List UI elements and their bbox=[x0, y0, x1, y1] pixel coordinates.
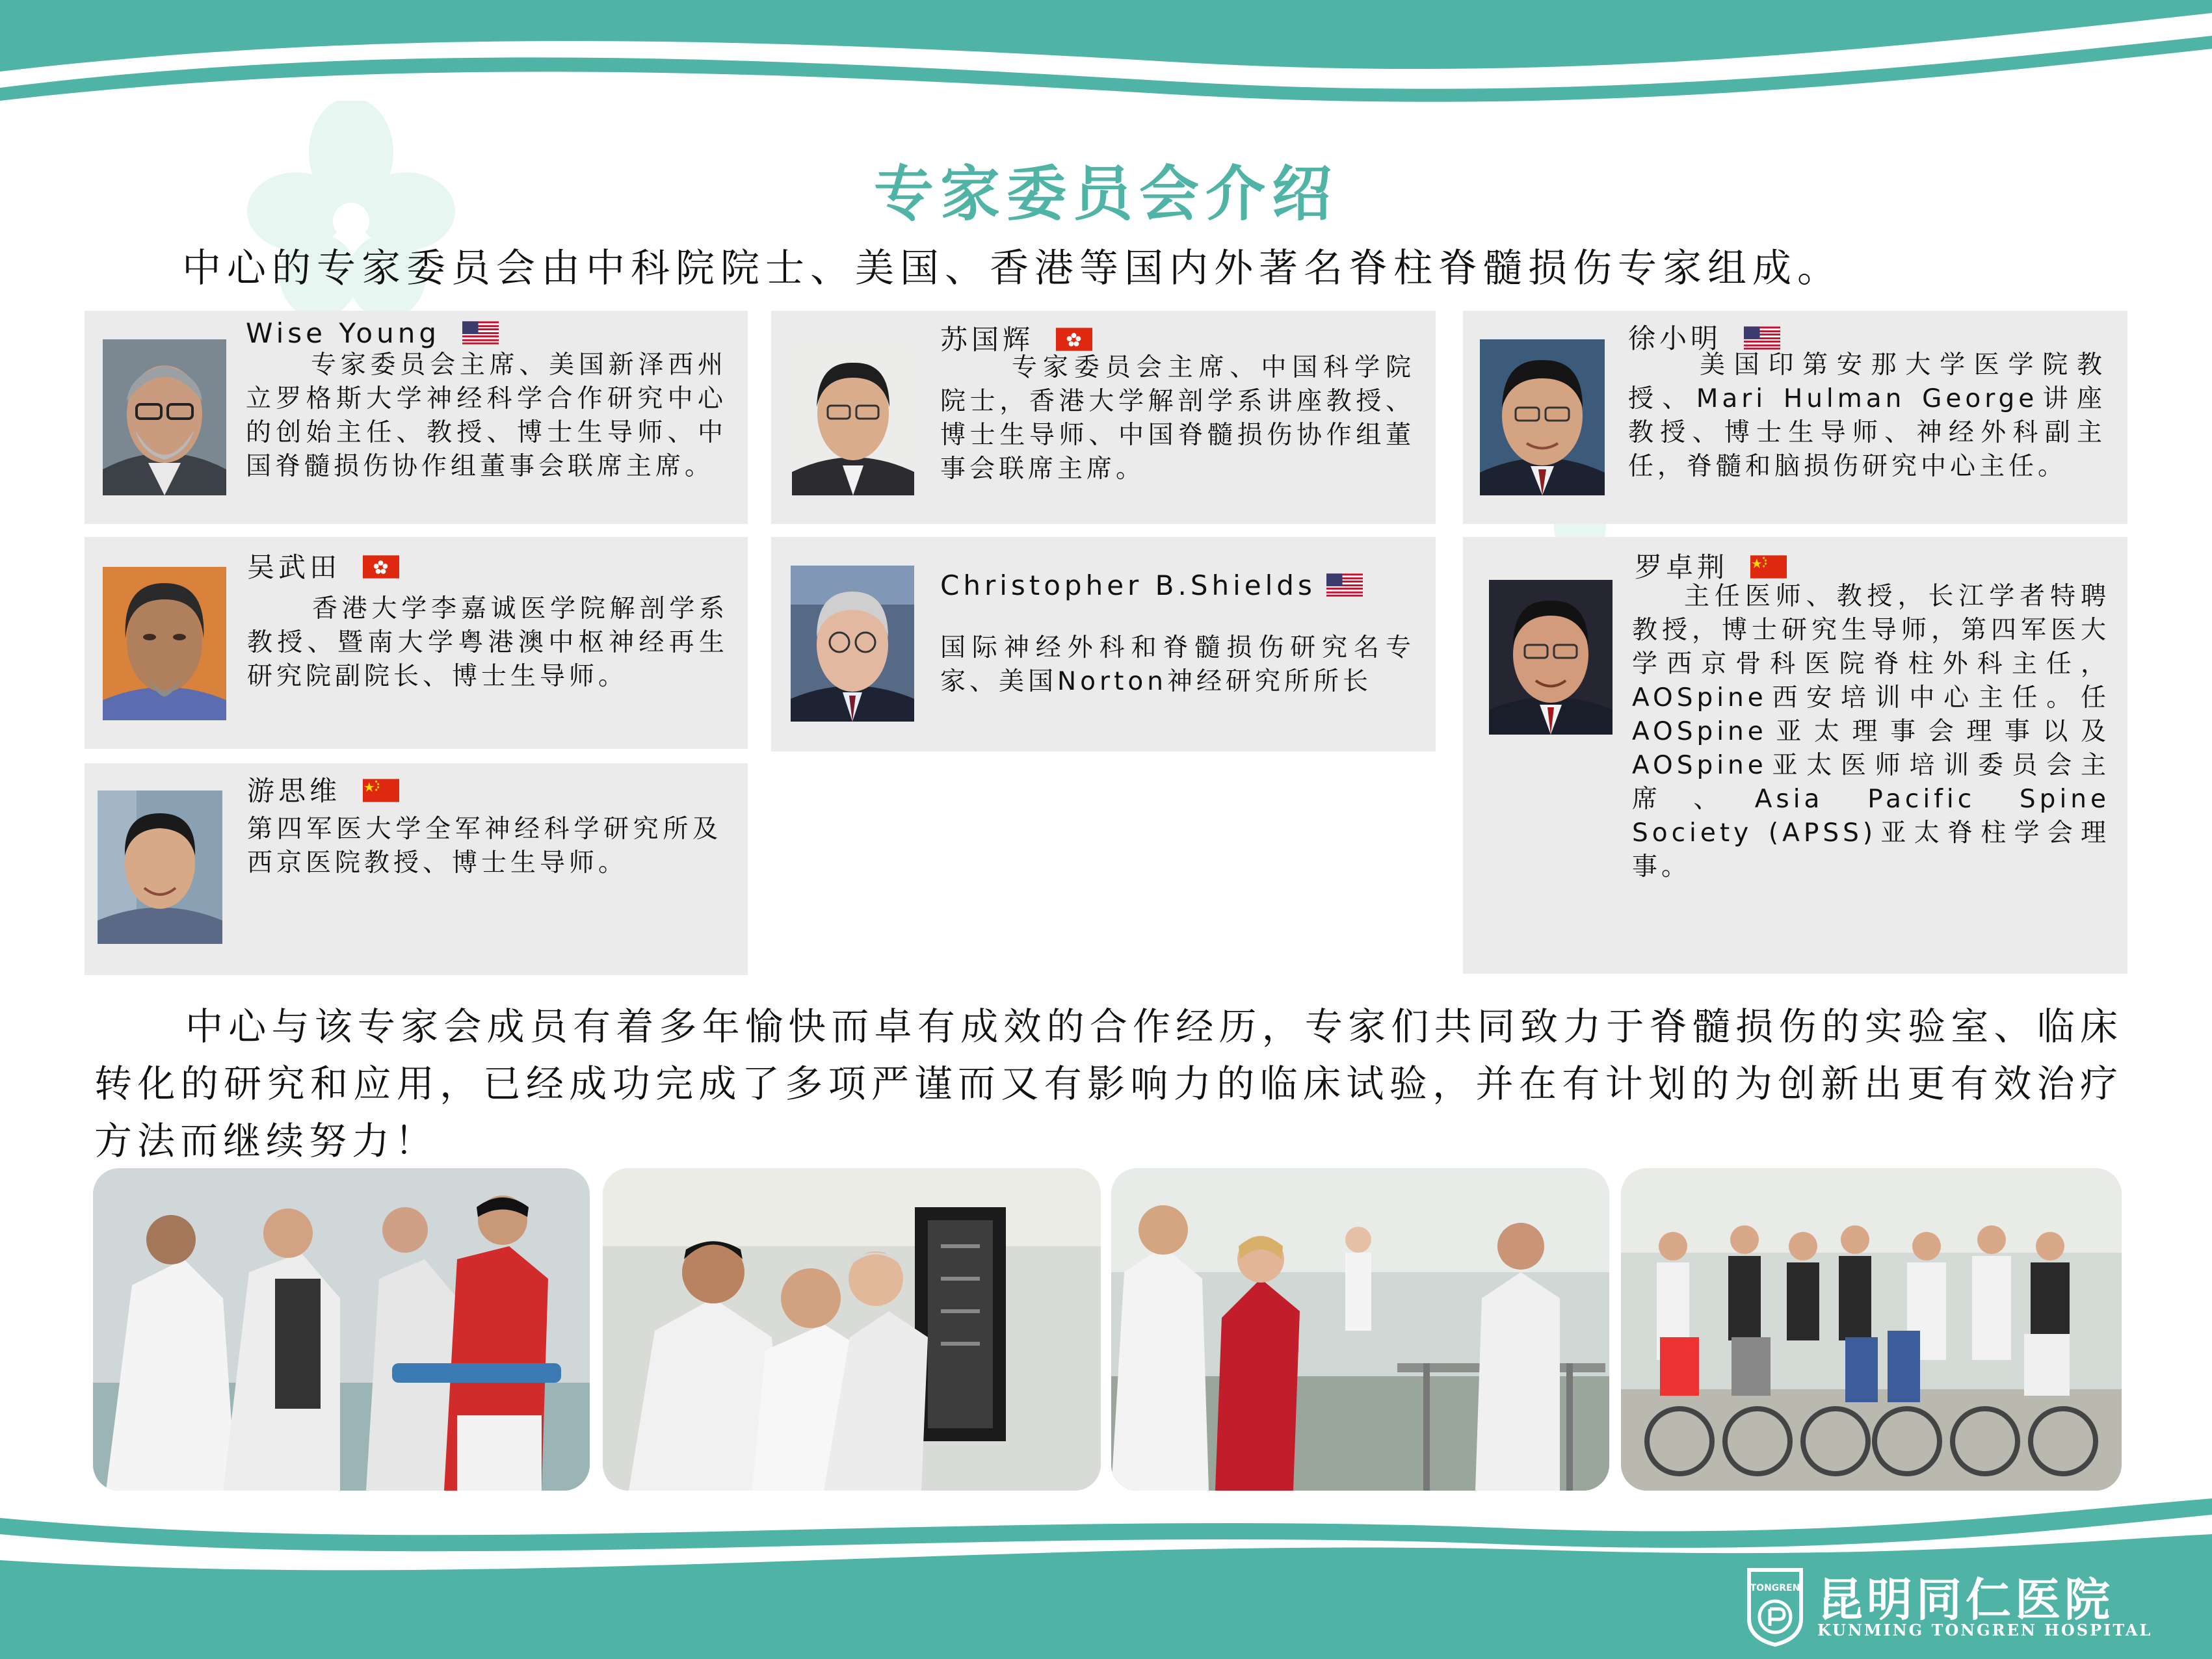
expert-description: 专家委员会主席、中国科学院院士，香港大学解剖学系讲座教授、博士生导师、中国脊髓损伤协作组董事会联席主席。 bbox=[940, 353, 1415, 484]
expert-card bbox=[85, 763, 748, 975]
photo-group-wheelchairs bbox=[1621, 1168, 2122, 1491]
us-flag-icon bbox=[462, 321, 499, 345]
expert-description: 专家委员会主席、美国新泽西州立罗格斯大学神经科学合作研究中心的创始主任、教授、博士生导师、中国脊髓损伤协作组董事会联席主席。 bbox=[246, 350, 727, 481]
expert-card bbox=[771, 537, 1436, 751]
hospital-emblem-icon bbox=[1743, 1563, 1808, 1648]
expert-description: 国际神经外科和脊髓损伤研究名专家、美国Norton神经研究所所长 bbox=[940, 633, 1415, 696]
expert-name: 吴武田 bbox=[247, 551, 341, 583]
cn-flag-icon bbox=[1750, 555, 1787, 579]
closing-paragraph: 中心与该专家会成员有着多年愉快而卓有成效的合作经历，专家们共同致力于脊髓损伤的实验室、临床转化的研究和应用，已经成功完成了多项严谨而又有影响力的临床试验，并在有计划的为创新出更有效治疗方法而继续努力！ bbox=[94, 1004, 2123, 1163]
expert-photo bbox=[791, 566, 914, 722]
photo-xray-review bbox=[603, 1168, 1101, 1491]
hospital-name-cn: 昆明同仁医院 bbox=[1817, 1573, 2114, 1626]
hk-flag-icon bbox=[1056, 328, 1092, 351]
photo-gait-training bbox=[1111, 1168, 1609, 1491]
expert-name: 徐小明 bbox=[1628, 322, 1722, 354]
us-flag-icon bbox=[1326, 573, 1363, 597]
photo-rehab-session bbox=[93, 1168, 590, 1491]
expert-name: 苏国辉 bbox=[940, 324, 1034, 356]
expert-card bbox=[771, 311, 1436, 524]
page-title: 专家委员会介绍 bbox=[873, 159, 1338, 229]
expert-card bbox=[1463, 311, 2127, 524]
intro-text: 中心的专家委员会由中科院院士、美国、香港等国内外著名脊柱脊髓损伤专家组成。 bbox=[182, 246, 1842, 291]
expert-name: 游思维 bbox=[247, 775, 341, 807]
expert-photo bbox=[103, 339, 226, 495]
expert-description: 第四军医大学全军神经科学研究所及西京医院教授、博士生导师。 bbox=[247, 815, 722, 878]
expert-photo bbox=[1480, 339, 1605, 495]
hospital-logo bbox=[1743, 1563, 2159, 1648]
hospital-name-en: KUNMING TONGREN HOSPITAL bbox=[1817, 1621, 2153, 1639]
expert-name: Christopher B.Shields bbox=[940, 569, 1316, 601]
expert-name: 罗卓荆 bbox=[1635, 551, 1729, 583]
expert-description: 美国印第安那大学医学院教授、Mari Hulman George讲座教授、博士生导师、神经外科副主任，脊髓和脑损伤研究中心主任。 bbox=[1628, 350, 2106, 481]
expert-name: Wise Young bbox=[246, 317, 441, 349]
expert-card bbox=[1463, 537, 2127, 974]
expert-description: 香港大学李嘉诚医学院解剖学系教授、暨南大学粤港澳中枢神经再生研究院副院长、博士生导师。 bbox=[247, 594, 728, 691]
hk-flag-icon bbox=[363, 555, 399, 579]
expert-photo bbox=[792, 342, 914, 495]
expert-card bbox=[85, 311, 748, 524]
us-flag-icon bbox=[1744, 326, 1780, 350]
emblem-text: TONGREN bbox=[1750, 1583, 1800, 1593]
expert-photo bbox=[98, 790, 222, 944]
expert-photo bbox=[1489, 580, 1613, 735]
expert-card bbox=[85, 537, 748, 749]
expert-description: 主任医师、教授，长江学者特聘教授，博士研究生导师，第四军医大学西京骨科医院脊柱外科主任，AOSpine西安培训中心主任。任AOSpine亚太理事会理事以及AOSpine亚太医师培训委员会主席、Asia Pacific Spine Society (APSS)亚太脊柱学会理事。 bbox=[1632, 582, 2110, 882]
expert-photo bbox=[103, 567, 226, 720]
cn-flag-icon bbox=[363, 779, 399, 802]
